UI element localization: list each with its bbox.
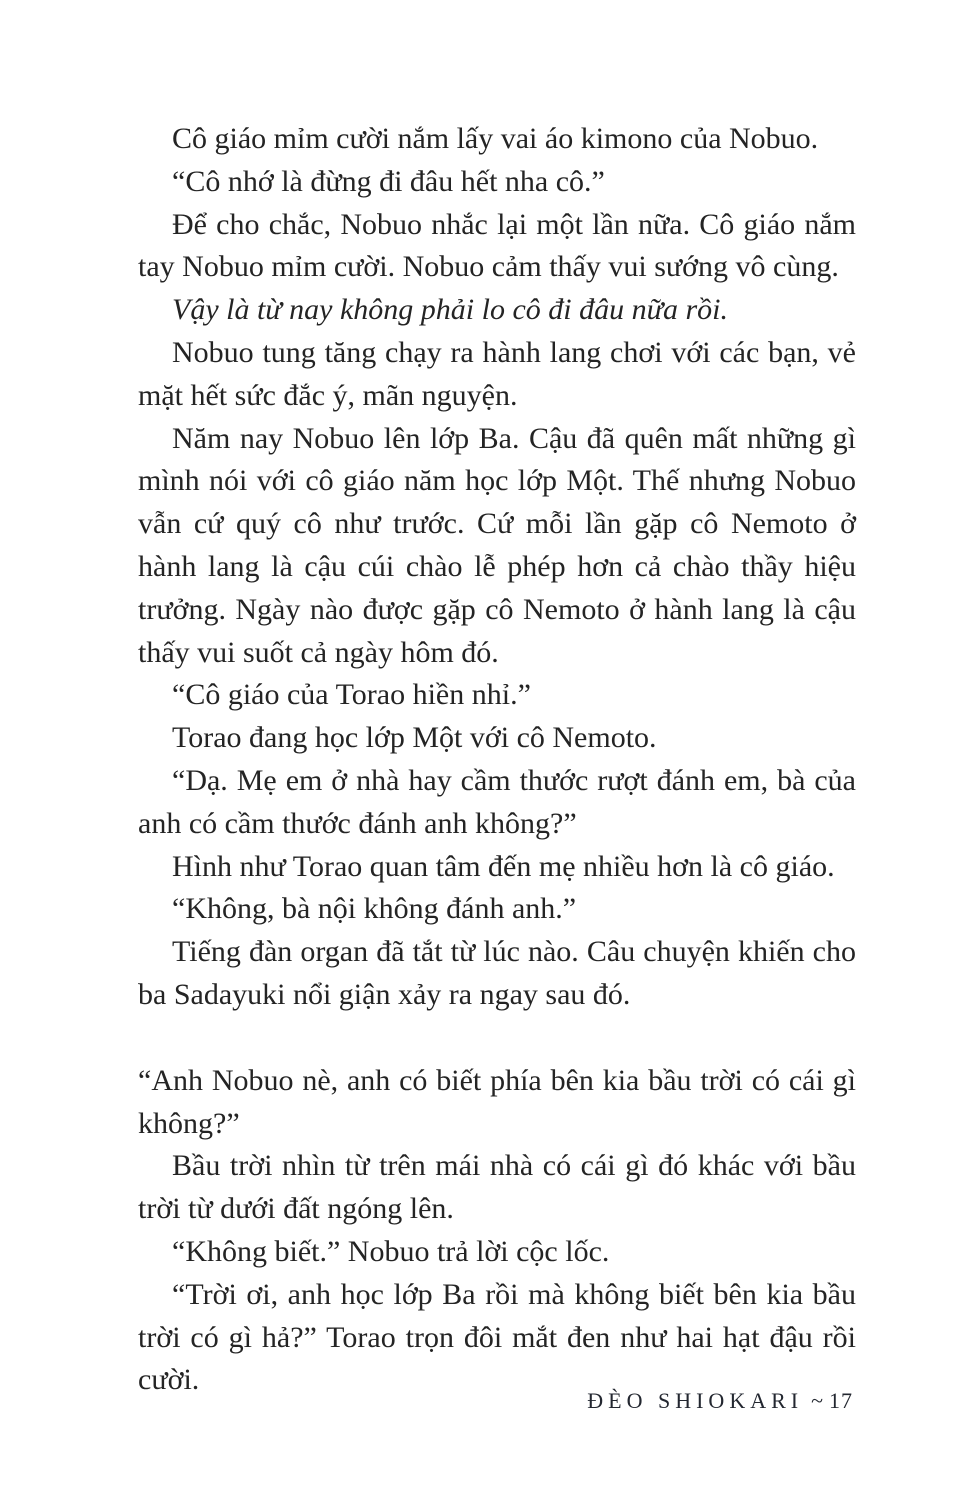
paragraph: “Không biết.” Nobuo trả lời cộc lốc. xyxy=(172,1234,610,1268)
paragraph: Hình như Torao quan tâm đến mẹ nhiều hơn là cô giáo. xyxy=(172,849,835,883)
paragraph: Nobuo tung tăng chạy ra hành lang chơi với các bạn, vẻ mặt hết sức đắc ý, mãn nguyện. xyxy=(138,335,856,412)
paragraph: “Anh Nobuo nè, anh có biết phía bên kia bầu trời có cái gì không?” xyxy=(138,1063,856,1140)
page-text xyxy=(138,118,856,1402)
paragraph: Năm nay Nobuo lên lớp Ba. Cậu đã quên mất những gì mình nói với cô giáo năm học lớp Một. Thế nhưng Nobuo vẫn cứ quý cô như trước. Cứ mỗi lần gặp cô Nemoto ở hành lang là cậu cúi chào lễ phép hơn cả chào thầy hiệu trưởng. Ngày nào được gặp cô Nemoto ở hành lang là cậu thấy vui suốt cả ngày hôm đó. xyxy=(138,421,856,669)
paragraph: Bầu trời nhìn từ trên mái nhà có cái gì đó khác với bầu trời từ dưới đất ngóng lên. xyxy=(138,1149,856,1226)
paragraph: Torao đang học lớp Một với cô Nemoto. xyxy=(172,721,657,755)
paragraph: Cô giáo mỉm cười nắm lấy vai áo kimono của Nobuo. xyxy=(172,122,819,155)
paragraph: “Không, bà nội không đánh anh.” xyxy=(172,892,577,926)
book-title: ĐÈO SHIOKARI xyxy=(587,1388,804,1413)
paragraph: “Cô nhớ là đừng đi đâu hết nha cô.” xyxy=(172,164,605,198)
page-number: 17 xyxy=(829,1388,853,1413)
paragraph: Tiếng đàn organ đã tắt từ lúc nào. Câu chuyện khiến cho ba Sadayuki nổi giận xảy ra ngay sau đó. xyxy=(138,935,856,1011)
paragraph: “Trời ơi, anh học lớp Ba rồi mà không biết bên kia bầu trời có gì hả?” Torao trọn đôi mắt đen như hai hạt đậu rồi cười. xyxy=(138,1277,856,1397)
running-footer xyxy=(587,1386,853,1416)
paragraph: “Dạ. Mẹ em ở nhà hay cầm thước rượt đánh em, bà của anh có cầm thước đánh anh không?” xyxy=(138,763,856,840)
footer-separator-tilde: ~ xyxy=(811,1388,823,1413)
paragraph: “Cô giáo của Torao hiền nhỉ.” xyxy=(172,678,531,712)
paragraph: Vậy là từ nay không phải lo cô đi đâu nữa rồi. xyxy=(172,293,728,327)
paragraph: Để cho chắc, Nobuo nhắc lại một lần nữa. Cô giáo nắm tay Nobuo mỉm cười. Nobuo cảm thấy vui sướng vô cùng. xyxy=(138,207,856,284)
